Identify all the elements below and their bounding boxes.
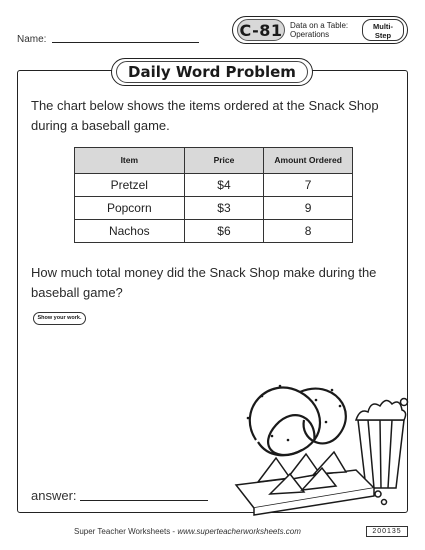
intro-text: The chart below shows the items ordered at the Snack Shop during a baseball game.	[31, 98, 379, 133]
popcorn-icon	[356, 399, 408, 489]
cell-price: $4	[184, 174, 264, 197]
page-title: Daily Word Problem	[116, 61, 308, 83]
worksheet-code: C-81	[237, 19, 285, 41]
column-header-item: Item	[75, 148, 185, 174]
column-header-amount: Amount Ordered	[264, 148, 353, 174]
cell-item: Pretzel	[75, 174, 185, 197]
cell-item: Nachos	[75, 220, 185, 243]
table-row	[75, 174, 353, 197]
cell-item: Popcorn	[75, 197, 185, 220]
snack-table	[74, 147, 353, 243]
level-line-2: Step	[374, 31, 392, 40]
cell-amount: 7	[264, 174, 353, 197]
level-line-1: Multi-	[373, 22, 393, 31]
show-work-badge: Show your work.	[33, 312, 86, 325]
name-field-line[interactable]	[52, 42, 199, 43]
footer-url: www.superteacherworksheets.com	[177, 527, 301, 536]
worksheet-topic	[290, 21, 360, 39]
topic-line-2: Operations	[290, 30, 330, 39]
pretzel-icon	[247, 385, 346, 456]
level-badge	[362, 19, 404, 41]
cell-amount: 8	[264, 220, 353, 243]
cell-price: $3	[184, 197, 264, 220]
table-header-row	[75, 148, 353, 174]
cell-amount: 9	[264, 197, 353, 220]
footer-prefix: Super Teacher Worksheets -	[74, 527, 178, 536]
cell-price: $6	[184, 220, 264, 243]
answer-field-line[interactable]	[80, 500, 208, 501]
answer-label: answer:	[31, 488, 77, 503]
topic-line-1: Data on a Table:	[290, 21, 349, 30]
column-header-price: Price	[184, 148, 264, 174]
table-row	[75, 197, 353, 220]
snack-illustration	[228, 370, 410, 520]
question-text: How much total money did the Snack Shop make during the baseball game?	[31, 265, 377, 300]
worksheet-id: 200135	[366, 526, 408, 537]
name-label: Name:	[17, 34, 47, 45]
footer-credit	[74, 527, 301, 536]
table-row	[75, 220, 353, 243]
